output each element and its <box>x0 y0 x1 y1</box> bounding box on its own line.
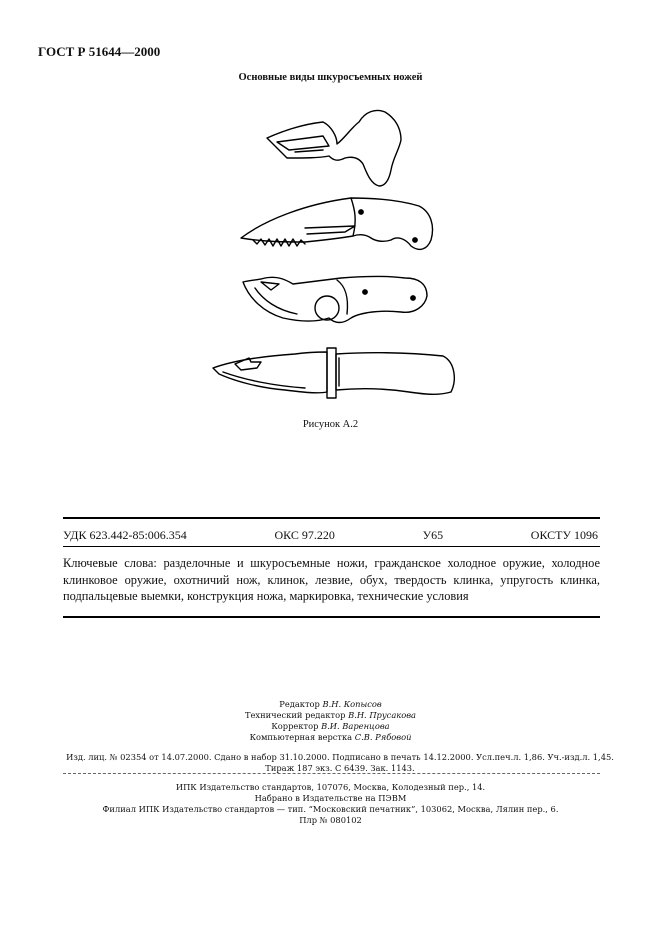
knives-figure <box>205 100 465 415</box>
credit-line: Корректор В.И. Варенцова <box>271 721 390 731</box>
figure-label: Рисунок А.2 <box>302 419 359 430</box>
credits-block <box>0 699 661 743</box>
figure-title: Основные виды шкуросъемных ножей <box>238 72 423 83</box>
document-header: ГОСТ Р 51644—2000 <box>38 44 161 59</box>
publisher-block <box>0 782 661 826</box>
print-info-line-2: Тираж 187 экз. С 6439. Зак. 1143. <box>265 763 415 773</box>
keywords-paragraph: Ключевые слова: разделочные и шкуросъемные ножи, гражданское холодное оружие, холодное клинковое оружие, охотничий нож, клинок, лезвие, обух, твердость клинка, упругость клинка, подпальцевые выемки, конструкция ножа, маркировка, технические условия <box>63 556 600 603</box>
divider-top <box>63 517 600 519</box>
dashed-divider <box>63 773 600 774</box>
publisher-line-3: Филиал ИПК Издательство стандартов — тип. “Московский печатник”, 103062, Москва, Лялин пер., 6. <box>102 804 559 814</box>
knife-1-t-handle <box>267 110 401 186</box>
divider-mid <box>63 546 600 547</box>
print-info <box>60 752 620 774</box>
category-code: У65 <box>422 528 444 542</box>
credit-line: Компьютерная верстка С.В. Рябовой <box>249 732 412 742</box>
publisher-line-1: ИПК Издательство стандартов, 107076, Москва, Колодезный пер., 14. <box>175 782 486 792</box>
classification-row <box>63 528 598 543</box>
print-info-line-1: Изд. лиц. № 02354 от 14.07.2000. Сдано в набор 31.10.2000. Подписано в печать 14.12.2000. Усл.печ.л. 1,86. Уч.-изд.л. 1,45. <box>66 752 614 762</box>
credit-line: Редактор В.Н. Копысов <box>279 699 382 709</box>
divider-bottom <box>63 616 600 618</box>
okstu-code: ОКСТУ 1096 <box>530 528 598 542</box>
knife-3-gut-hook-finger-ring <box>243 277 427 323</box>
knife-2-serrated <box>241 198 433 249</box>
publisher-line-2: Набрано в Издательстве на ПЭВМ <box>254 793 407 803</box>
udk-code: УДК 623.442-85:006.354 <box>63 528 187 542</box>
knife-4-gut-hook-guard <box>213 348 454 398</box>
publisher-line-4: Плр № 080102 <box>299 815 362 825</box>
credit-line: Технический редактор В.Н. Прусакова <box>244 710 417 720</box>
oks-code: ОКС 97.220 <box>274 528 335 542</box>
